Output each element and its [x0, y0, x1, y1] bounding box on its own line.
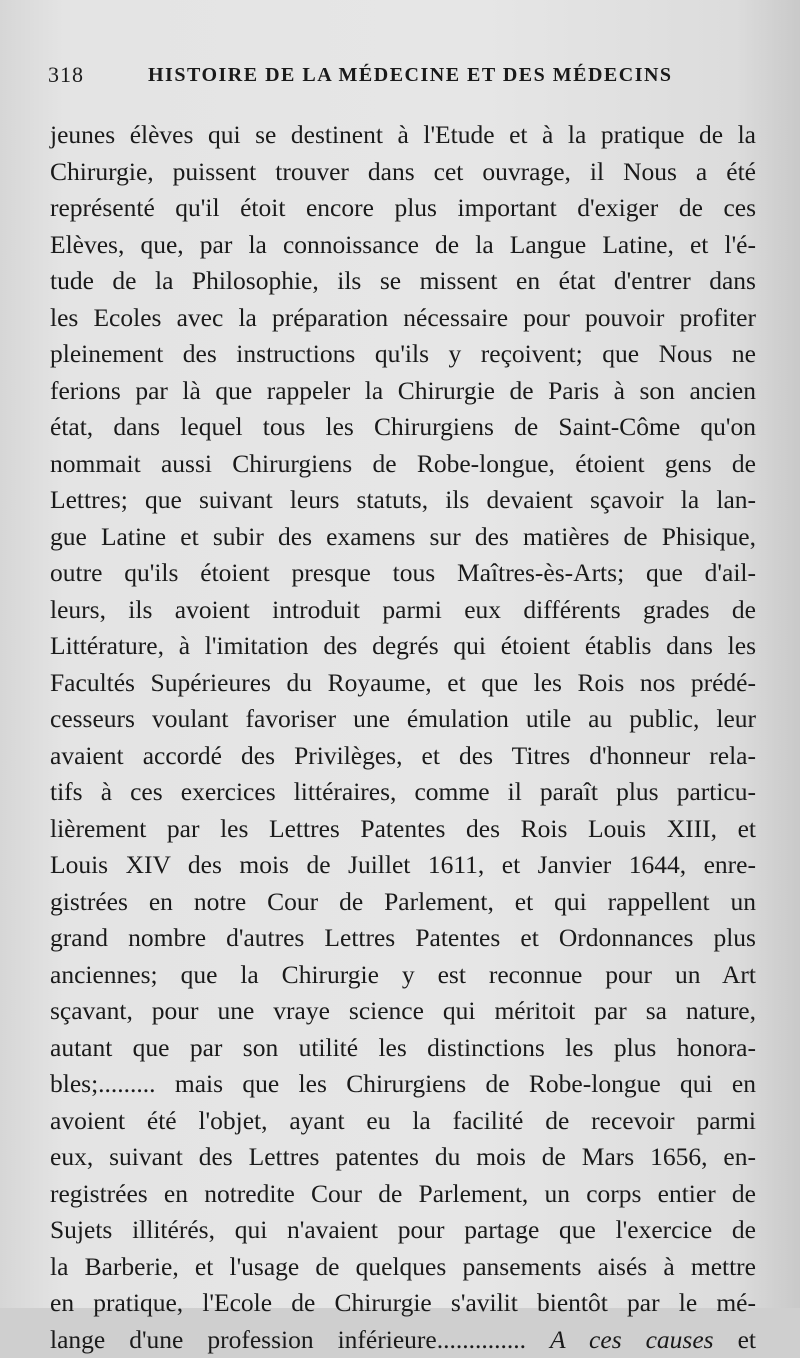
text-line: jeunes élèves qui se destinent à l'Etude et à la pratique de la [50, 117, 756, 154]
text-line: tude de la Philosophie, ils se missent en état d'entrer dans [50, 263, 756, 300]
text-line: les Ecoles avec la préparation nécessaire pour pouvoir profiter [50, 300, 756, 337]
text-line: Louis XIV des mois de Juillet 1611, et Janvier 1644, enre- [50, 847, 756, 884]
text-line: ferions par là que rappeler la Chirurgie de Paris à son ancien [50, 373, 756, 410]
text-line: la Barberie, et l'usage de quelques pansements aisés à mettre [50, 1249, 756, 1286]
text-line: représenté qu'il étoit encore plus important d'exiger de ces [50, 190, 756, 227]
page-number: 318 [48, 62, 84, 88]
text-line: registrées en notredite Cour de Parlement, un corps entier de [50, 1176, 756, 1213]
text-line: cesseurs voulant favoriser une émulation utile au public, leur [50, 701, 756, 738]
text-line: gistrées en notre Cour de Parlement, et qui rappellent un [50, 884, 756, 921]
page-header [48, 62, 760, 98]
body-text [50, 117, 756, 1358]
text-line: avoient été l'objet, ayant eu la facilité de recevoir parmi [50, 1103, 756, 1140]
text-line-final [50, 1322, 756, 1358]
text-line: pleinement des instructions qu'ils y reçoivent; que Nous ne [50, 336, 756, 373]
text-line: Sujets illitérés, qui n'avaient pour partage que l'exercice de [50, 1212, 756, 1249]
text-line: avaient accordé des Privilèges, et des Titres d'honneur rela- [50, 738, 756, 775]
text-line: sçavant, pour une vraye science qui méritoit par sa nature, [50, 993, 756, 1030]
text-line: en pratique, l'Ecole de Chirurgie s'avilit bientôt par le mé- [50, 1285, 756, 1322]
text-line: outre qu'ils étoient presque tous Maîtres-ès-Arts; que d'ail- [50, 555, 756, 592]
text-line: autant que par son utilité les distinctions les plus honora- [50, 1030, 756, 1067]
text-line: leurs, ils avoient introduit parmi eux différents grades de [50, 592, 756, 629]
final-word: et [738, 1325, 756, 1354]
text-line: anciennes; que la Chirurgie y est reconnue pour un Art [50, 957, 756, 994]
final-text: lange d'une profession inférieure.............. [50, 1325, 526, 1354]
text-line: nommait aussi Chirurgiens de Robe-longue, étoient gens de [50, 446, 756, 483]
text-line: Lettres; que suivant leurs statuts, ils devaient sçavoir la lan- [50, 482, 756, 519]
text-line: lièrement par les Lettres Patentes des Rois Louis XIII, et [50, 811, 756, 848]
text-line: grand nombre d'autres Lettres Patentes et Ordonnances plus [50, 920, 756, 957]
italic-phrase: A ces causes [550, 1325, 714, 1354]
text-line: gue Latine et subir des examens sur des matières de Phisique, [50, 519, 756, 556]
running-head: HISTOIRE DE LA MÉDECINE ET DES MÉDECINS [148, 64, 673, 87]
text-line: tifs à ces exercices littéraires, comme il paraît plus particu- [50, 774, 756, 811]
text-line: bles;......... mais que les Chirurgiens de Robe-longue qui en [50, 1066, 756, 1103]
text-line: état, dans lequel tous les Chirurgiens de Saint-Côme qu'on [50, 409, 756, 446]
text-line: Elèves, que, par la connoissance de la Langue Latine, et l'é- [50, 227, 756, 264]
text-line: Chirurgie, puissent trouver dans cet ouvrage, il Nous a été [50, 154, 756, 191]
text-line: eux, suivant des Lettres patentes du mois de Mars 1656, en- [50, 1139, 756, 1176]
text-line: Facultés Supérieures du Royaume, et que les Rois nos prédé- [50, 665, 756, 702]
text-line: Littérature, à l'imitation des degrés qui étoient établis dans les [50, 628, 756, 665]
